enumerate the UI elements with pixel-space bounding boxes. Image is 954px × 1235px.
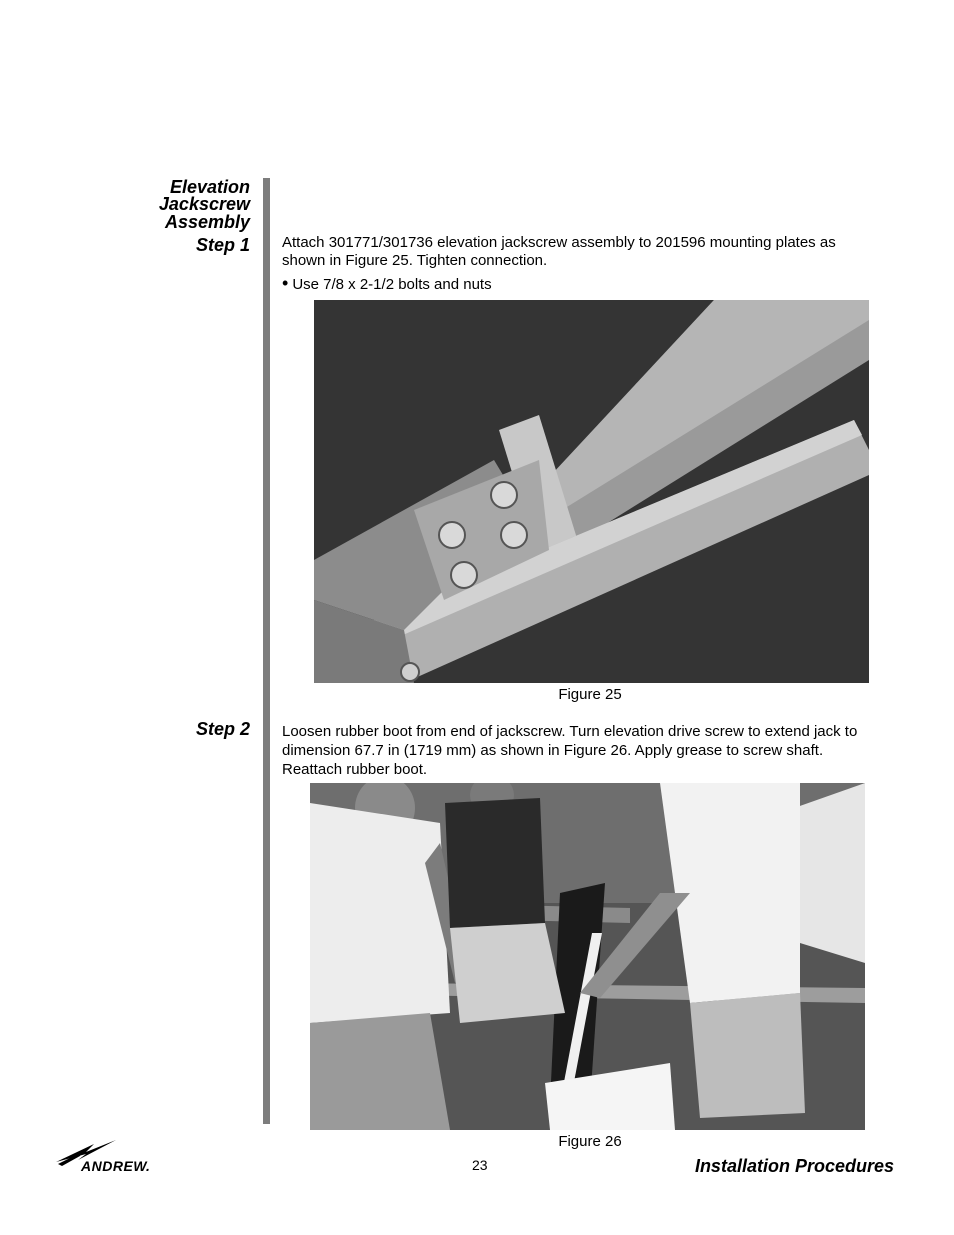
section-heading-line-3: Assembly [164, 212, 250, 232]
figure-26-caption: Figure 26 [558, 1133, 622, 1150]
step-1-text-line-2: shown in Figure 25. Tighten connection. [282, 252, 548, 269]
andrew-logo-text: ANDREW. [81, 1158, 151, 1174]
page-number: 23 [472, 1157, 488, 1173]
section-heading-line-1: Elevation [169, 177, 250, 197]
vertical-rule [263, 178, 270, 1124]
bullet-icon: • [282, 273, 289, 293]
step-1-bullet [282, 274, 492, 294]
footer-section-title: Installation Procedures [694, 1156, 894, 1176]
step-2-label: Step 2 [195, 719, 250, 739]
figure-25-caption: Figure 25 [558, 686, 622, 703]
figure-26-photo [310, 783, 865, 1130]
step-1-text-line-1: Attach 301771/301736 elevation jackscrew assembly to 201596 mounting plates as [282, 234, 836, 251]
step-2-text-line-3: Reattach rubber boot. [282, 761, 428, 778]
section-heading-line-2: Jackscrew [158, 194, 250, 214]
step-2-text-line-2: dimension 67.7 in (1719 mm) as shown in Figure 26. Apply grease to screw shaft. [282, 742, 824, 759]
step-1-label: Step 1 [195, 235, 250, 255]
step-1-bullet-text: Use 7/8 x 2-1/2 bolts and nuts [292, 276, 492, 293]
step-2-text-line-1: Loosen rubber boot from end of jackscrew. Turn elevation drive screw to extend jack to [282, 723, 858, 740]
figure-25-photo [314, 300, 869, 683]
